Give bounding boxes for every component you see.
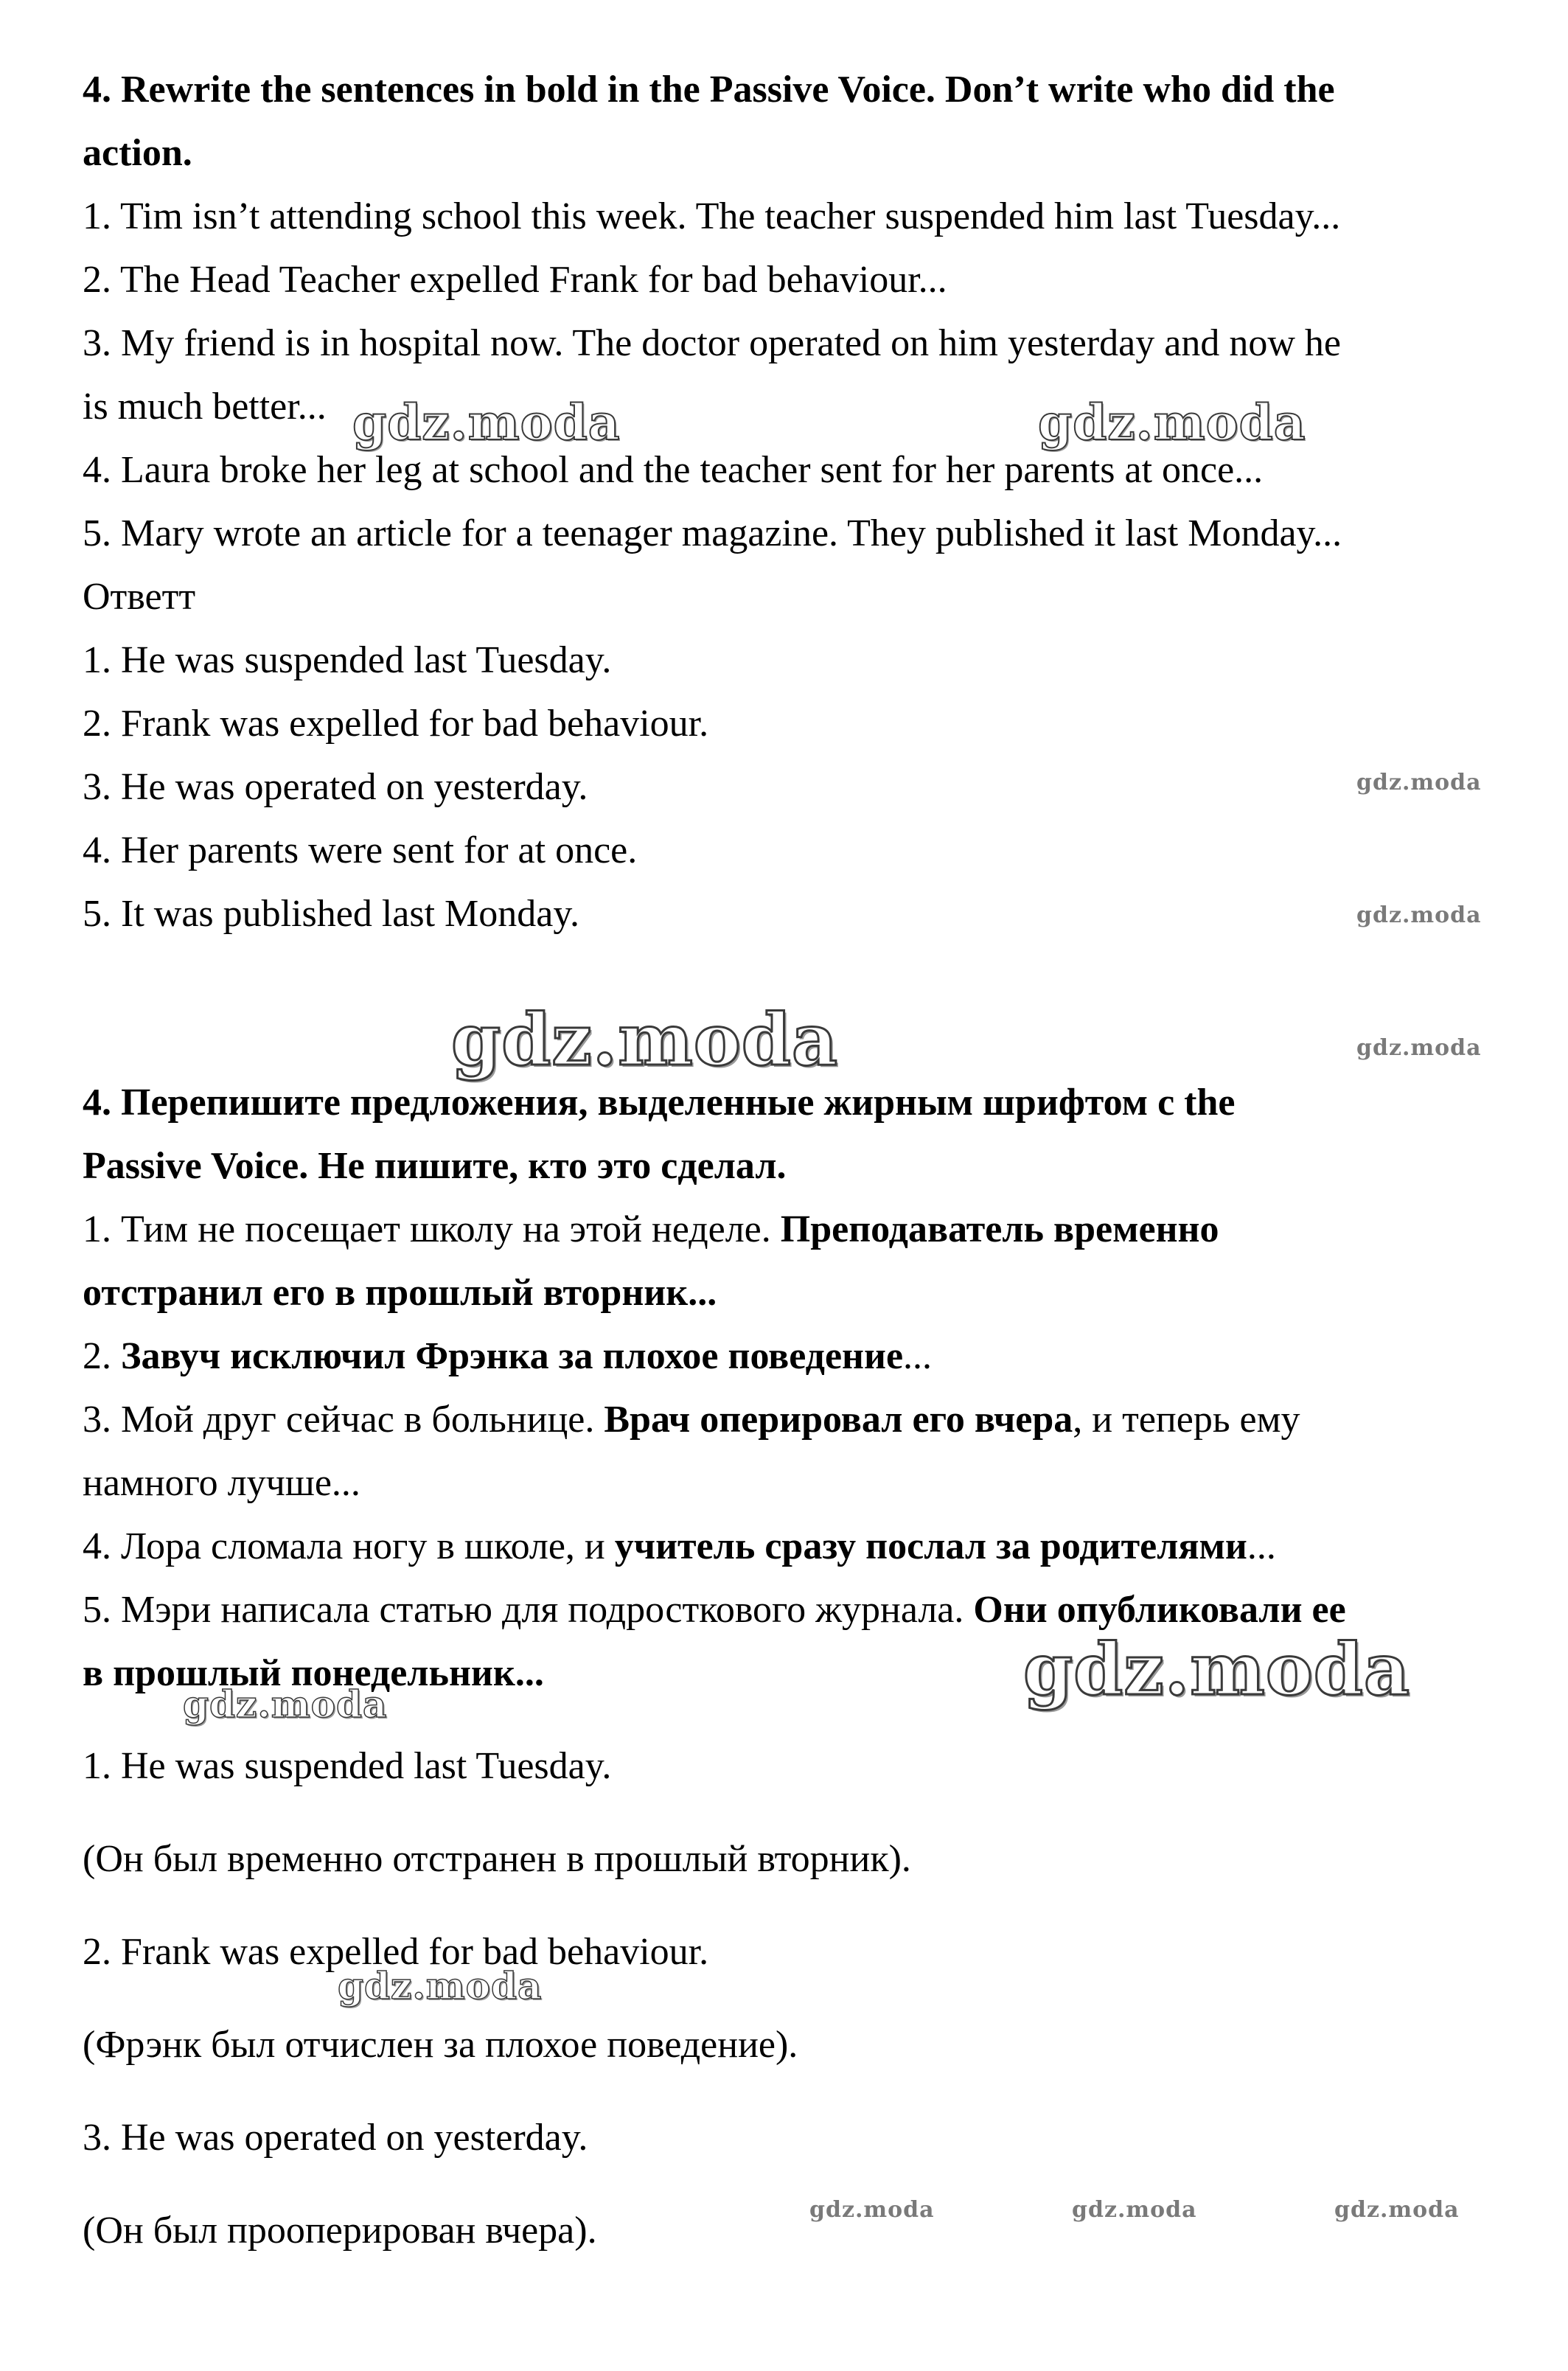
translated-sentence-1-continued: отстранил его в прошлый вторник... [83,1272,717,1314]
watermark: gdz.moda [1356,902,1482,928]
sentence-item: 1. Tim isn’t attending school this week. The teacher suspended him last Tuesday... [83,195,1341,237]
bold-text: Они опубликовали ее [973,1589,1346,1631]
answer-translation: (Он был временно отстранен в прошлый вторник). [83,1838,911,1880]
answer-item: 3. He was operated on yesterday. [83,2117,588,2159]
sentence-item-continued: is much better... [83,386,327,428]
answer-item: 2. Frank was expelled for bad behaviour. [83,1931,709,1973]
plain-text: 3. Мой друг сейчас в больнице. [83,1399,604,1441]
bold-text: учитель сразу послал за родителями [614,1525,1247,1567]
plain-text: , и теперь ему [1073,1399,1300,1441]
sentence-item: 5. Mary wrote an article for a teenager magazine. They published it last Monday... [83,512,1342,554]
task-heading-continued: action. [83,132,192,174]
answer-item: 3. He was operated on yesterday. [83,766,588,808]
watermark: gdz.moda [1334,2197,1460,2223]
answer-translation: (Фрэнк был отчислен за плохое поведение). [83,2024,798,2066]
plain-text: ... [1247,1525,1276,1567]
translated-sentence-2 [83,1334,932,1379]
bold-text: Завуч исключил Фрэнка за плохое поведение [121,1335,904,1377]
bold-text: Врач оперировал его вчера [604,1399,1073,1441]
answer-item: 5. It was published last Monday. [83,893,579,935]
watermark: gdz.moda [1072,2197,1197,2223]
watermark: gdz.moda [183,1682,388,1726]
watermark: gdz.moda [1023,1628,1411,1711]
translated-task-heading: 4. Перепишите предложения, выделенные жирным шрифтом с the [83,1082,1236,1124]
plain-text: 5. Мэри написала статью для подросткового журнала. [83,1589,974,1631]
watermark: gdz.moda [1356,770,1482,795]
answer-item: 4. Her parents were sent for at once. [83,829,638,871]
translated-task-heading-continued: Passive Voice. Не пишите, кто это сделал. [83,1145,787,1187]
plain-text: ... [903,1335,933,1377]
answer-translation: (Он был прооперирован вчера). [83,2210,597,2252]
translated-sentence-1 [83,1208,1219,1252]
watermark: gdz.moda [1038,394,1306,451]
plain-text: 4. Лора сломала ногу в школе, и [83,1525,615,1567]
sentence-item: 4. Laura broke her leg at school and the teacher sent for her parents at once... [83,449,1264,491]
watermark: gdz.moda [1356,1035,1482,1061]
translated-sentence-5-continued: в прошлый понедельник... [83,1652,544,1694]
answer-item: 1. He was suspended last Tuesday. [83,1745,612,1787]
task-heading: 4. Rewrite the sentences in bold in the Passive Voice. Don’t write who did the [83,69,1335,111]
sentence-item: 2. The Head Teacher expelled Frank for bad behaviour... [83,259,947,301]
watermark: gdz.moda [338,1964,543,2008]
plain-text: 2. [83,1335,121,1377]
plain-text: 1. Тим не посещает школу на этой неделе. [83,1208,781,1250]
answer-item: 2. Frank was expelled for bad behaviour. [83,703,709,745]
sentence-item: 3. My friend is in hospital now. The doctor operated on him yesterday and now he [83,322,1341,364]
translated-sentence-3 [83,1398,1300,1442]
translated-sentence-5 [83,1588,1346,1632]
watermark: gdz.moda [352,394,621,451]
translated-sentence-4 [83,1525,1276,1569]
answer-item: 1. He was suspended last Tuesday. [83,639,612,681]
watermark: gdz.moda [451,998,839,1082]
watermark: gdz.moda [809,2197,935,2223]
answer-label: Ответт [83,576,196,618]
bold-text: Преподаватель временно [780,1208,1219,1250]
translated-sentence-3-continued: намного лучше... [83,1462,360,1504]
